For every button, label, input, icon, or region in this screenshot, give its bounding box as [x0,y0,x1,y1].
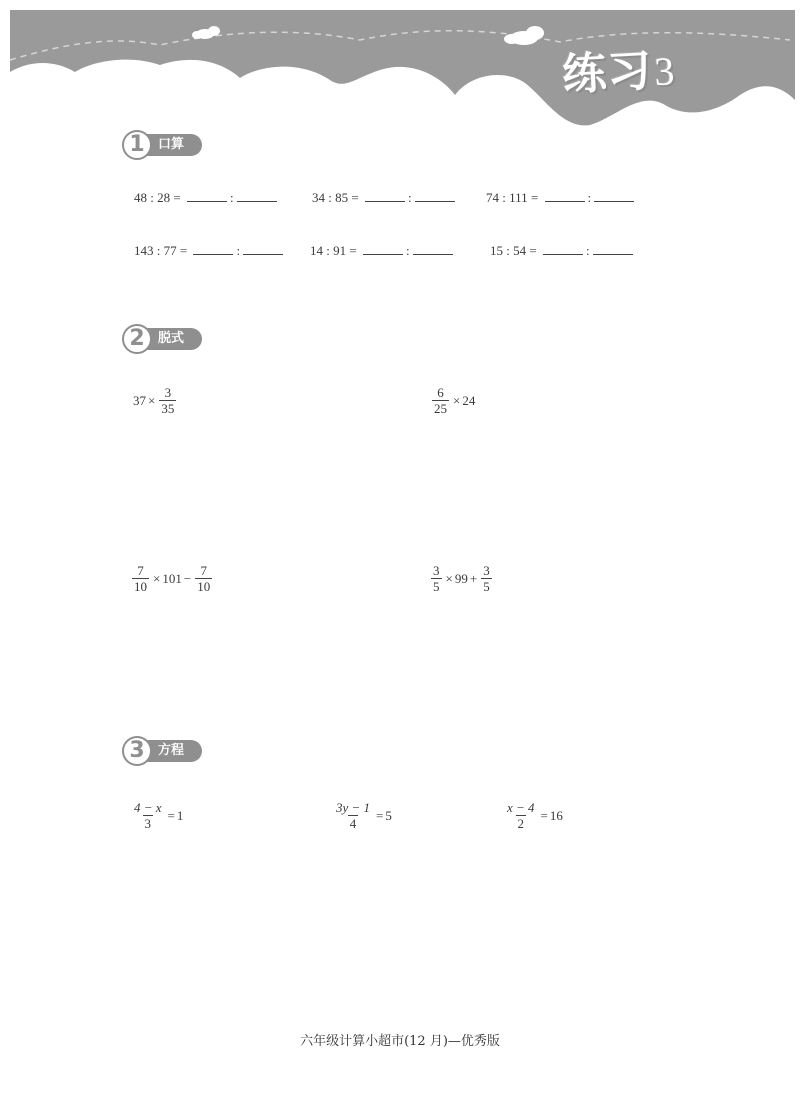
ratio-problem: 34 : 85 = : [312,190,458,206]
answer-blank[interactable] [593,244,633,255]
answer-blank[interactable] [415,191,455,202]
section-heading-equations [122,736,204,766]
calc-expression: $\frac{6}{25}$ × 24 [434,385,476,416]
section-heading-oral [122,130,204,160]
equation: $\frac{3y - 1}{4}$ = 5 [336,800,392,831]
calc-expression: 37 × $\frac{3}{35}$ [133,385,175,416]
answer-blank[interactable] [243,244,283,255]
answer-blank[interactable] [193,244,233,255]
answer-blank[interactable] [543,244,583,255]
section-heading-stepwise [122,324,204,354]
answer-blank[interactable] [365,191,405,202]
section-label: 方程 [158,743,185,758]
ratio-problem: 15 : 54 = : [490,243,636,259]
ratio-problem: 74 : 111 = : [486,190,637,206]
answer-blank[interactable] [187,191,227,202]
header-banner [0,0,800,130]
equation: $\frac{x - 4}{2}$ = 16 [507,800,563,831]
answer-blank[interactable] [237,191,277,202]
answer-blank[interactable] [363,244,403,255]
section-number: 1 [122,130,152,160]
calc-expression: $\frac{3}{5}$ × 99 + $\frac{3}{5}$ [433,563,490,594]
ratio-problem: 48 : 28 = : [134,190,280,206]
calc-expression: $\frac{7}{10}$ × 101 − $\frac{7}{10}$ [134,563,211,594]
equation: $\frac{4 - x}{3}$ = 1 [134,800,184,831]
answer-blank[interactable] [594,191,634,202]
answer-blank[interactable] [545,191,585,202]
page-title [560,33,676,103]
answer-blank[interactable] [413,244,453,255]
page-footer: 六年级计算小超市(12 月)—优秀版 [300,1034,500,1049]
ratio-problem: 14 : 91 = : [310,243,456,259]
title-number: 3 [653,48,677,95]
ratio-problem: 143 : 77 = : [134,243,286,259]
section-number: 2 [122,324,152,354]
title-text: 练习 [560,45,654,101]
section-number: 3 [122,736,152,766]
section-label: 口算 [158,137,185,152]
section-label: 脱式 [158,331,185,346]
